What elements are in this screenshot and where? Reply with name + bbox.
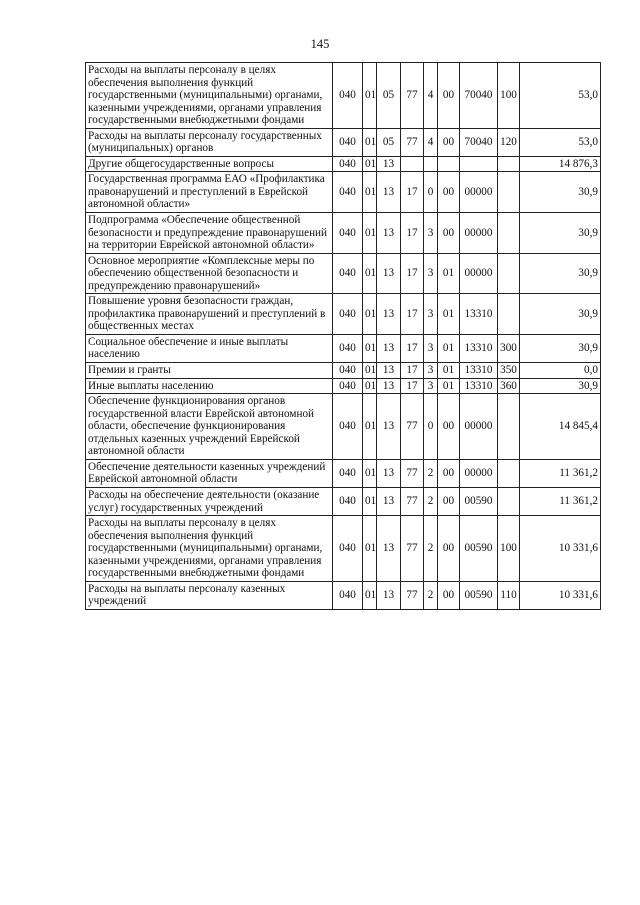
subsection-code: 13 [377,172,401,213]
direction-code: 00000 [460,213,498,254]
table-row [86,378,601,394]
expense-type-code [498,172,520,213]
row-name: Расходы на выплаты персоналу казенных учреждений [86,581,333,609]
table-row [86,128,601,156]
direction-code: 13310 [460,294,498,335]
section-code: 01 [363,581,377,609]
amount-value: 14 876,3 [520,156,601,172]
table-row [86,334,601,362]
budget-table [85,62,601,610]
direction-code: 00000 [460,253,498,294]
row-name: Обеспечение деятельности казенных учреждений Еврейской автономной области [86,459,333,487]
program-code: 77 [401,128,424,156]
subprogram-code: 3 [424,294,438,335]
program-code: 17 [401,334,424,362]
expense-type-code: 360 [498,378,520,394]
subsection-code: 13 [377,363,401,379]
row-name: Расходы на выплаты персоналу в целях обеспечения выполнения функций государственными (муниципальными) органами, казенными учреждениями, органами управления государственными внебюджетными фондами [86,63,333,129]
ministry-code: 040 [333,63,363,129]
amount-value: 10 331,6 [520,516,601,582]
table-row [86,253,601,294]
event-code: 00 [438,394,460,460]
event-code: 00 [438,516,460,582]
expense-type-code [498,294,520,335]
subprogram-code: 2 [424,459,438,487]
amount-value: 10 331,6 [520,581,601,609]
amount-value: 30,9 [520,378,601,394]
subprogram-code: 4 [424,63,438,129]
amount-value: 11 361,2 [520,487,601,515]
expense-type-code [498,394,520,460]
ministry-code: 040 [333,213,363,254]
row-name: Повышение уровня безопасности граждан, профилактика правонарушений и преступлений в общественных местах [86,294,333,335]
program-code: 17 [401,378,424,394]
amount-value: 14 845,4 [520,394,601,460]
event-code: 00 [438,213,460,254]
amount-value: 53,0 [520,128,601,156]
section-code: 01 [363,487,377,515]
section-code: 01 [363,172,377,213]
subprogram-code: 2 [424,516,438,582]
direction-code: 00590 [460,581,498,609]
row-name: Расходы на обеспечение деятельности (оказание услуг) государственных учреждений [86,487,333,515]
event-code: 00 [438,128,460,156]
program-code: 17 [401,213,424,254]
section-code: 01 [363,63,377,129]
expense-type-code: 300 [498,334,520,362]
subsection-code: 13 [377,294,401,335]
table-row [86,394,601,460]
expense-type-code: 120 [498,128,520,156]
ministry-code: 040 [333,581,363,609]
direction-code: 70040 [460,63,498,129]
table-row [86,172,601,213]
event-code: 00 [438,487,460,515]
subprogram-code: 2 [424,581,438,609]
direction-code: 00590 [460,516,498,582]
expense-type-code [498,487,520,515]
subprogram-code: 3 [424,253,438,294]
subsection-code: 05 [377,63,401,129]
ministry-code: 040 [333,172,363,213]
ministry-code: 040 [333,459,363,487]
table-row [86,487,601,515]
table-row [86,156,601,172]
amount-value: 30,9 [520,213,601,254]
amount-value: 30,9 [520,172,601,213]
subsection-code: 13 [377,516,401,582]
expense-type-code [498,459,520,487]
expense-type-code: 100 [498,516,520,582]
subsection-code: 13 [377,581,401,609]
event-code: 00 [438,172,460,213]
section-code: 01 [363,516,377,582]
direction-code: 13310 [460,378,498,394]
program-code: 77 [401,487,424,515]
program-code: 77 [401,581,424,609]
ministry-code: 040 [333,516,363,582]
event-code: 00 [438,581,460,609]
expense-type-code: 350 [498,363,520,379]
section-code: 01 [363,128,377,156]
table-row [86,459,601,487]
table-row [86,516,601,582]
direction-code: 00590 [460,487,498,515]
direction-code: 00000 [460,172,498,213]
subprogram-code [424,156,438,172]
ministry-code: 040 [333,378,363,394]
subsection-code: 13 [377,213,401,254]
direction-code: 00000 [460,459,498,487]
row-name: Иные выплаты населению [86,378,333,394]
program-code: 17 [401,294,424,335]
subsection-code: 13 [377,156,401,172]
row-name: Другие общегосударственные вопросы [86,156,333,172]
expense-type-code: 110 [498,581,520,609]
program-code: 77 [401,459,424,487]
ministry-code: 040 [333,128,363,156]
table-body [86,63,601,610]
page-number: 145 [310,37,330,51]
subprogram-code: 0 [424,394,438,460]
amount-value: 11 361,2 [520,459,601,487]
subsection-code: 13 [377,378,401,394]
direction-code: 00000 [460,394,498,460]
subprogram-code: 0 [424,172,438,213]
row-name: Подпрограмма «Обеспечение общественной безопасности и предупреждение правонарушений на территории Еврейской автономной области» [86,213,333,254]
amount-value: 53,0 [520,63,601,129]
subsection-code: 13 [377,394,401,460]
subprogram-code: 4 [424,128,438,156]
direction-code: 70040 [460,128,498,156]
expense-type-code: 100 [498,63,520,129]
ministry-code: 040 [333,294,363,335]
ministry-code: 040 [333,487,363,515]
program-code: 17 [401,363,424,379]
amount-value: 30,9 [520,334,601,362]
section-code: 01 [363,294,377,335]
row-name: Расходы на выплаты персоналу государственных (муниципальных) органов [86,128,333,156]
subsection-code: 05 [377,128,401,156]
ministry-code: 040 [333,363,363,379]
direction-code: 13310 [460,363,498,379]
ministry-code: 040 [333,334,363,362]
row-name: Обеспечение функционирования органов государственной власти Еврейской автономной области, обеспечение функционирования отдельных казенных учреждений Еврейской автономной области [86,394,333,460]
event-code: 01 [438,378,460,394]
ministry-code: 040 [333,253,363,294]
event-code: 00 [438,63,460,129]
expense-type-code [498,156,520,172]
program-code: 77 [401,516,424,582]
ministry-code: 040 [333,394,363,460]
event-code: 01 [438,253,460,294]
table-row [86,63,601,129]
amount-value: 30,9 [520,294,601,335]
section-code: 01 [363,378,377,394]
section-code: 01 [363,213,377,254]
section-code: 01 [363,334,377,362]
section-code: 01 [363,363,377,379]
subprogram-code: 3 [424,363,438,379]
row-name: Расходы на выплаты персоналу в целях обеспечения выполнения функций государственными (муниципальными) органами, казенными учреждениями, органами управления государственными внебюджетными фондами [86,516,333,582]
subsection-code: 13 [377,487,401,515]
row-name: Государственная программа ЕАО «Профилактика правонарушений и преступлений в Еврейской автономной области» [86,172,333,213]
event-code: 01 [438,334,460,362]
section-code: 01 [363,459,377,487]
subprogram-code: 2 [424,487,438,515]
subprogram-code: 3 [424,334,438,362]
subprogram-code: 3 [424,213,438,254]
amount-value: 30,9 [520,253,601,294]
section-code: 01 [363,394,377,460]
table-row [86,581,601,609]
amount-value: 0,0 [520,363,601,379]
subsection-code: 13 [377,459,401,487]
expense-type-code [498,253,520,294]
table-row [86,213,601,254]
direction-code [460,156,498,172]
ministry-code: 040 [333,156,363,172]
subsection-code: 13 [377,334,401,362]
event-code: 00 [438,459,460,487]
subsection-code: 13 [377,253,401,294]
event-code [438,156,460,172]
program-code: 77 [401,394,424,460]
row-name: Социальное обеспечение и иные выплаты населению [86,334,333,362]
event-code: 01 [438,294,460,335]
expense-type-code [498,213,520,254]
table-row [86,294,601,335]
row-name: Премии и гранты [86,363,333,379]
subprogram-code: 3 [424,378,438,394]
program-code: 17 [401,172,424,213]
program-code: 17 [401,253,424,294]
section-code: 01 [363,156,377,172]
program-code [401,156,424,172]
direction-code: 13310 [460,334,498,362]
row-name: Основное мероприятие «Комплексные меры по обеспечению общественной безопасности и предупреждению правонарушений» [86,253,333,294]
table-row [86,363,601,379]
section-code: 01 [363,253,377,294]
event-code: 01 [438,363,460,379]
program-code: 77 [401,63,424,129]
